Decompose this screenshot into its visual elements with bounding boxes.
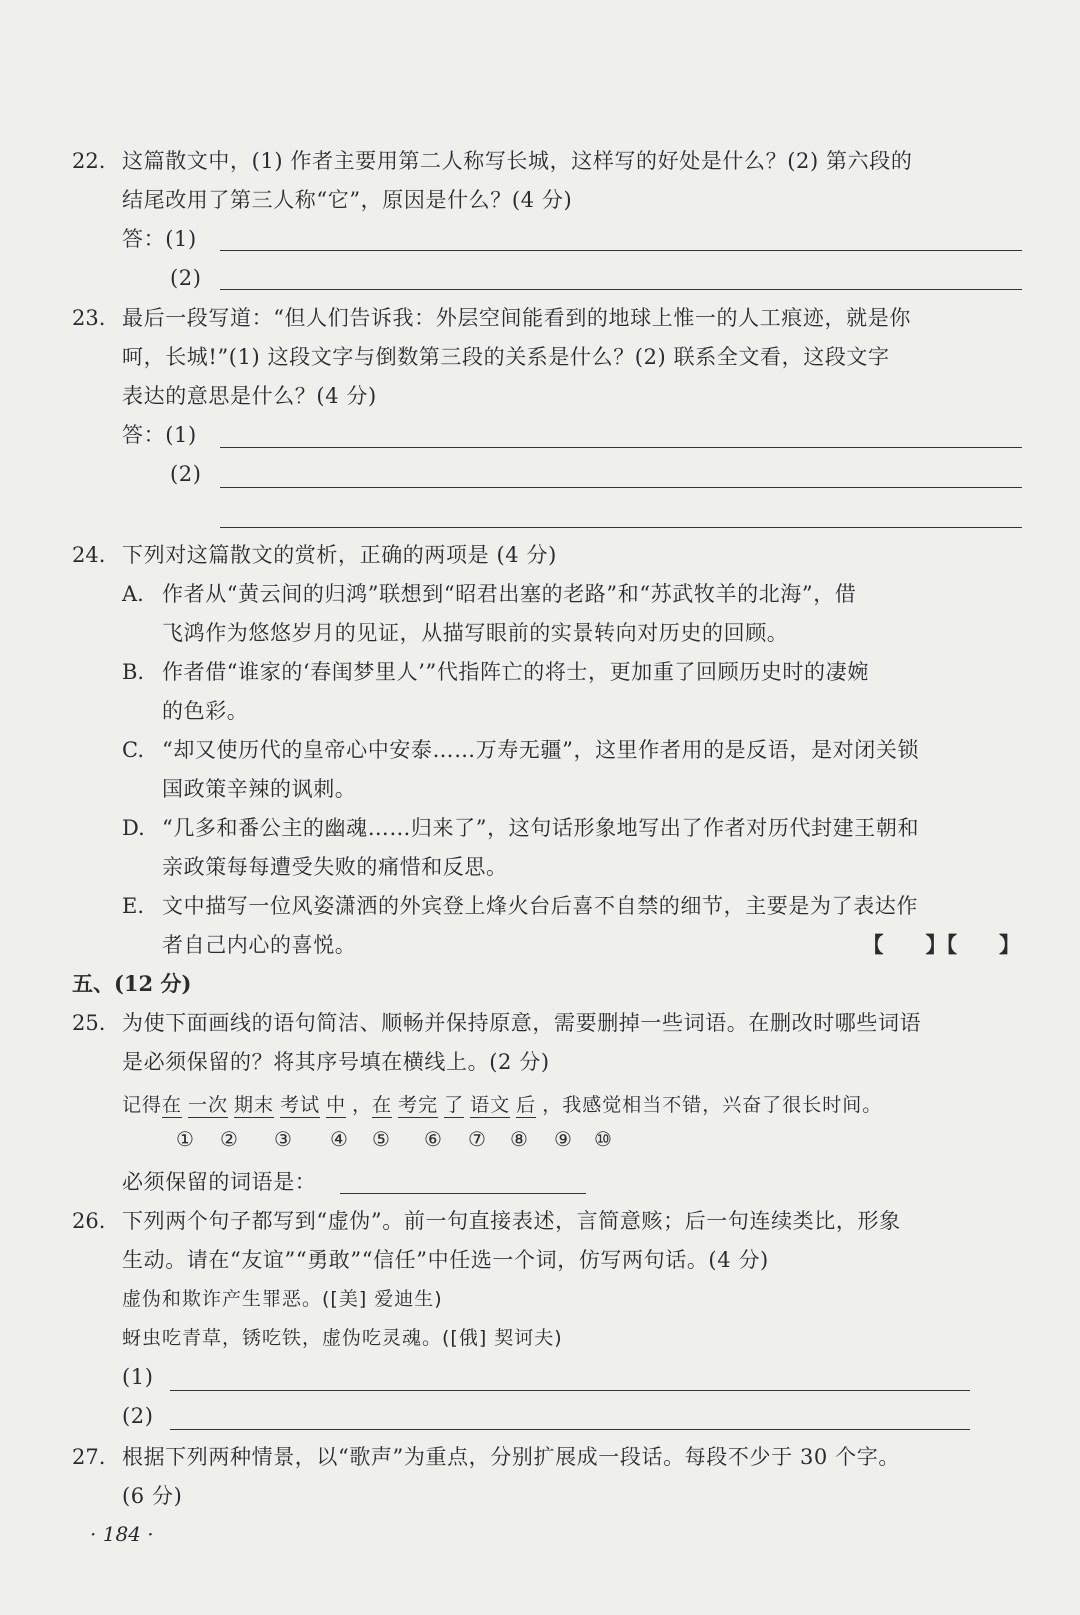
page-number: · 184 · xyxy=(90,1522,154,1546)
q26-line-2: 生动。请在“友谊”“勇敢”“信任”中任选一个词，仿写两句话。(4 分) xyxy=(122,1248,769,1272)
q24-option-a-line-1: 作者从“黄云间的归鸿”联想到“昭君出塞的老路”和“苏武牧羊的北海”，借 xyxy=(162,582,857,606)
q23-answer-2-blank[interactable] xyxy=(220,487,1022,488)
q26-answer-2-label: (2) xyxy=(122,1404,154,1428)
q23-answer-2-label: (2) xyxy=(170,462,202,486)
q23-answer-1-label: 答：(1) xyxy=(122,423,197,447)
q25-word-1: 在 xyxy=(162,1094,183,1116)
q24-option-e-label: E. xyxy=(122,894,145,918)
q24-option-b-label: B. xyxy=(122,660,145,684)
q25-answer-label: 必须保留的词语是： xyxy=(122,1170,317,1194)
q25-word-5: 中 xyxy=(326,1094,347,1116)
q24-option-a-label: A. xyxy=(122,582,144,606)
q24-option-a-line-2: 飞鸿作为悠悠岁月的见证，从描写眼前的实景转向对历史的回顾。 xyxy=(162,621,789,645)
q24-option-e-line-2: 者自己内心的喜悦。 xyxy=(162,933,357,957)
q25-word-7: 考完 xyxy=(398,1094,439,1116)
q25-answer-blank[interactable] xyxy=(340,1193,586,1194)
q27-line-2: (6 分) xyxy=(122,1484,183,1508)
q25-word-8: 了 xyxy=(444,1094,465,1116)
q25-mark-1: ① xyxy=(176,1127,194,1151)
q25-line-1: 为使下面画线的语句简洁、顺畅并保持原意，需要删掉一些词语。在删改时哪些词语 xyxy=(122,1011,922,1035)
q24-option-e-line-1: 文中描写一位风姿潇洒的外宾登上烽火台后喜不自禁的细节，主要是为了表达作 xyxy=(162,894,918,918)
q25-number: 25. xyxy=(72,1011,106,1035)
q27-number: 27. xyxy=(72,1445,106,1469)
q25-word-10: 后 xyxy=(516,1094,537,1116)
q26-line-1: 下列两个句子都写到“虚伪”。前一句直接表述，言简意赅；后一句连续类比，形象 xyxy=(122,1209,901,1233)
q23-number: 23. xyxy=(72,306,106,330)
q24-number: 24. xyxy=(72,543,106,567)
q23-answer-1-blank[interactable] xyxy=(220,447,1022,448)
q22-line-2: 结尾改用了第三人称“它”，原因是什么？(4 分) xyxy=(122,188,573,212)
q24-option-b-line-2: 的色彩。 xyxy=(162,699,249,723)
q22-answer-1-label: 答：(1) xyxy=(122,227,197,251)
q25-word-4: 考试 xyxy=(280,1094,321,1116)
q22-line-1: 这篇散文中，(1) 作者主要用第二人称写长城，这样写的好处是什么？(2) 第六段的 xyxy=(122,149,913,173)
q25-sentence-suffix: ，我感觉相当不错，兴奋了很长时间。 xyxy=(542,1094,883,1116)
q22-answer-2-label: (2) xyxy=(170,266,202,290)
q25-word-2: 一次 xyxy=(188,1094,229,1116)
q25-line-2: 是必须保留的？将其序号填在横线上。(2 分) xyxy=(122,1050,550,1074)
q24-option-d-line-2: 亲政策每每遭受失败的痛惜和反思。 xyxy=(162,855,508,879)
q25-mark-9: ⑨ xyxy=(554,1127,572,1151)
q24-stem: 下列对这篇散文的赏析，正确的两项是 (4 分) xyxy=(122,543,557,567)
q26-quote-2: 蚜虫吃青草，锈吃铁，虚伪吃灵魂。([俄] 契诃夫) xyxy=(122,1327,563,1349)
q26-answer-1-label: (1) xyxy=(122,1365,154,1389)
q22-answer-2-blank[interactable] xyxy=(220,289,1022,290)
q23-line-3: 表达的意思是什么？(4 分) xyxy=(122,384,377,408)
q26-quote-1: 虚伪和欺诈产生罪恶。([美] 爱迪生) xyxy=(122,1288,443,1310)
q25-mark-5: ⑤ xyxy=(372,1127,390,1151)
q27-line-1: 根据下列两种情景，以“歌声”为重点，分别扩展成一段话。每段不少于 30 个字。 xyxy=(122,1445,900,1469)
q25-word-3: 期末 xyxy=(234,1094,275,1116)
q25-sentence xyxy=(122,1090,1024,1120)
q26-number: 26. xyxy=(72,1209,106,1233)
q22-answer-1-blank[interactable] xyxy=(220,250,1022,251)
q25-mark-10: ⑩ xyxy=(594,1127,612,1151)
q25-sentence-prefix: 记得 xyxy=(122,1094,163,1116)
q24-option-c-label: C. xyxy=(122,738,144,762)
q24-option-b-line-1: 作者借“谁家的‘春闺梦里人’”代指阵亡的将士，更加重了回顾历史时的凄婉 xyxy=(162,660,869,684)
q25-mark-2: ② xyxy=(220,1127,238,1151)
q25-comma: ， xyxy=(352,1094,373,1116)
q25-mark-4: ④ xyxy=(330,1127,348,1151)
q24-option-c-line-2: 国政策辛辣的讽刺。 xyxy=(162,777,357,801)
q26-answer-1-blank[interactable] xyxy=(170,1390,970,1391)
q25-mark-8: ⑧ xyxy=(510,1127,528,1151)
q25-mark-6: ⑥ xyxy=(424,1127,442,1151)
q23-line-2: 呵，长城!”(1) 这段文字与倒数第三段的关系是什么？(2) 联系全文看，这段文字 xyxy=(122,345,890,369)
q25-word-9: 语文 xyxy=(470,1094,511,1116)
q23-line-1: 最后一段写道：“但人们告诉我：外层空间能看到的地球上惟一的人工痕迹，就是你 xyxy=(122,306,911,330)
q25-mark-3: ③ xyxy=(274,1127,292,1151)
section-5-heading: 五、(12 分) xyxy=(72,971,192,996)
q24-option-d-label: D. xyxy=(122,816,145,840)
q24-option-c-line-1: “却又使历代的皇帝心中安泰……万寿无疆”，这里作者用的是反语，是对闭关锁 xyxy=(162,738,920,762)
q23-answer-2-blank-extra[interactable] xyxy=(220,527,1022,528)
q26-answer-2-blank[interactable] xyxy=(170,1429,970,1430)
q24-answer-brackets[interactable]: 【 】【 】 xyxy=(862,932,1020,957)
q25-mark-7: ⑦ xyxy=(468,1127,486,1151)
q24-option-d-line-1: “几多和番公主的幽魂……归来了”，这句话形象地写出了作者对历代封建王朝和 xyxy=(162,816,920,840)
q22-number: 22. xyxy=(72,149,106,173)
q25-word-6: 在 xyxy=(372,1094,393,1116)
